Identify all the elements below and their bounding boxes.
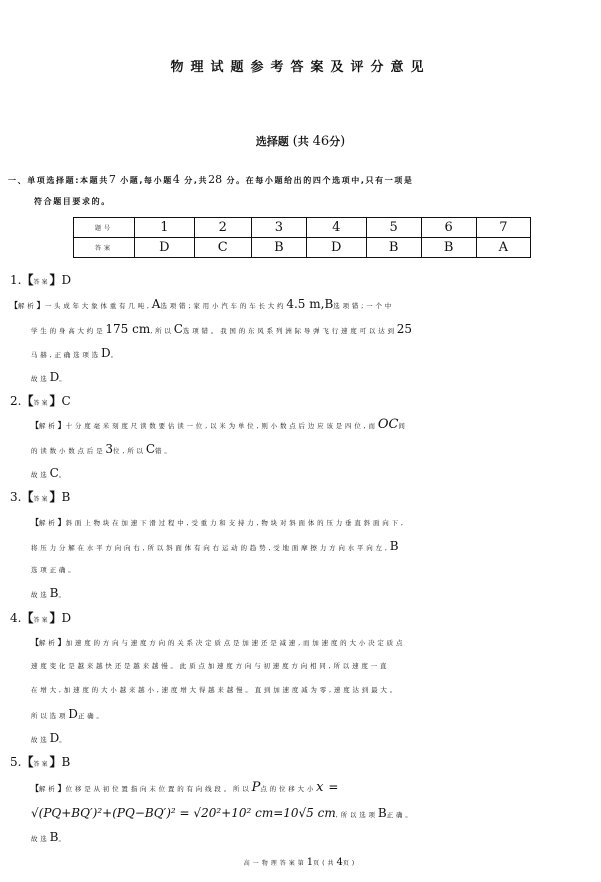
question-number-row: 题号 1 2 3 4 5 6 7 — [74, 218, 531, 238]
question-5-formula-line: √(PQ+BQ′)²+(PQ−BQ′)² = √20²+10² cm=10√5 cm,所以选项B正确。 — [31, 806, 415, 820]
question-3-answer: 3.【答案】B — [10, 490, 71, 504]
question-3-analysis-line-2: 将压力分解在水平方向向右,所以斜面体有向右运动的趋势,受地面摩擦力方向水平向左,B — [31, 539, 399, 553]
question-3-analysis-line-1: 【解析】斜面上物块在加速下滑过程中,受重力和支持力,物块对斜面体的压力垂直斜面向下, — [31, 517, 406, 527]
instructions-line-2: 符合题目要求的。 — [34, 197, 111, 206]
question-4-analysis-line-4: 所以选项D正确。 — [31, 707, 106, 721]
question-1-analysis-line-2: 学生的身高大约是175 cm,所以C选项错。我国的东风系列洲际导弹飞行速度可以达到25 — [31, 322, 413, 336]
question-1-conclusion: 故选D。 — [31, 370, 69, 384]
question-4-conclusion: 故选D。 — [31, 731, 69, 745]
section-name: 选择题 — [255, 135, 289, 148]
question-4-analysis-line-3: 在增大,加速度的大小越来越小,速度增大得越来越慢。直到加速度减为零,速度达到最大。 — [31, 686, 399, 694]
answer-row: 答案 D C B D B B A — [74, 238, 531, 258]
question-1-analysis-line-3: 马赫,正确选项选D。 — [31, 346, 120, 360]
question-5-conclusion: 故选B。 — [31, 830, 68, 844]
question-1-analysis-line-1: 【解析】一头成年大象体重有几吨,A选项错;家用小汽车的车长大约4.5 m,B选项错;一个中 — [10, 297, 395, 311]
question-5-analysis-line-1: 【解析】位移是从初位置指向末位置的有向线段。所以P点的位移大小x = — [31, 780, 339, 795]
question-4-analysis-line-1: 【解析】加速度的方向与速度方向的关系决定质点是加速还是减速,而加速度的大小决定质点 — [31, 637, 406, 647]
question-2-answer: 2.【答案】C — [10, 394, 71, 408]
page-footer: 高一物理答案第1页(共4页) — [243, 857, 358, 868]
question-3-conclusion: 故选B。 — [31, 586, 68, 600]
answer-table — [73, 217, 531, 258]
question-2-analysis-line-2: 的读数小数点后是3位,所以C错。 — [31, 442, 174, 456]
question-4-analysis-line-2: 速度变化是越来越快还是越来越慢。此质点加速度方向与初速度方向相同,所以速度一直 — [31, 662, 390, 670]
instructions-line-1: 一、单项选择题:本题共7 小题,每小题4 分,共28 分。在每小题给出的四个选项中,只有一项是 — [8, 173, 414, 186]
page-title: 物理试题参考答案及评分意见 — [170, 60, 431, 75]
question-2-conclusion: 故选C。 — [31, 466, 69, 480]
question-2-analysis-line-1: 【解析】十分度毫米刻度尺读数要估读一位,以米为单位,则小数点后边应该是四位,而OC间 — [31, 417, 408, 432]
question-3-analysis-line-3: 选项正确。 — [31, 566, 78, 574]
displacement-formula: √(PQ+BQ′)²+(PQ−BQ′)² = √20²+10² cm=10√5 cm — [31, 806, 336, 820]
section-title: 选择题 (共 46分) — [255, 134, 346, 149]
question-4-answer: 4.【答案】D — [10, 611, 72, 625]
question-5-answer: 5.【答案】B — [10, 755, 71, 769]
question-1-answer: 1.【答案】D — [10, 273, 72, 287]
